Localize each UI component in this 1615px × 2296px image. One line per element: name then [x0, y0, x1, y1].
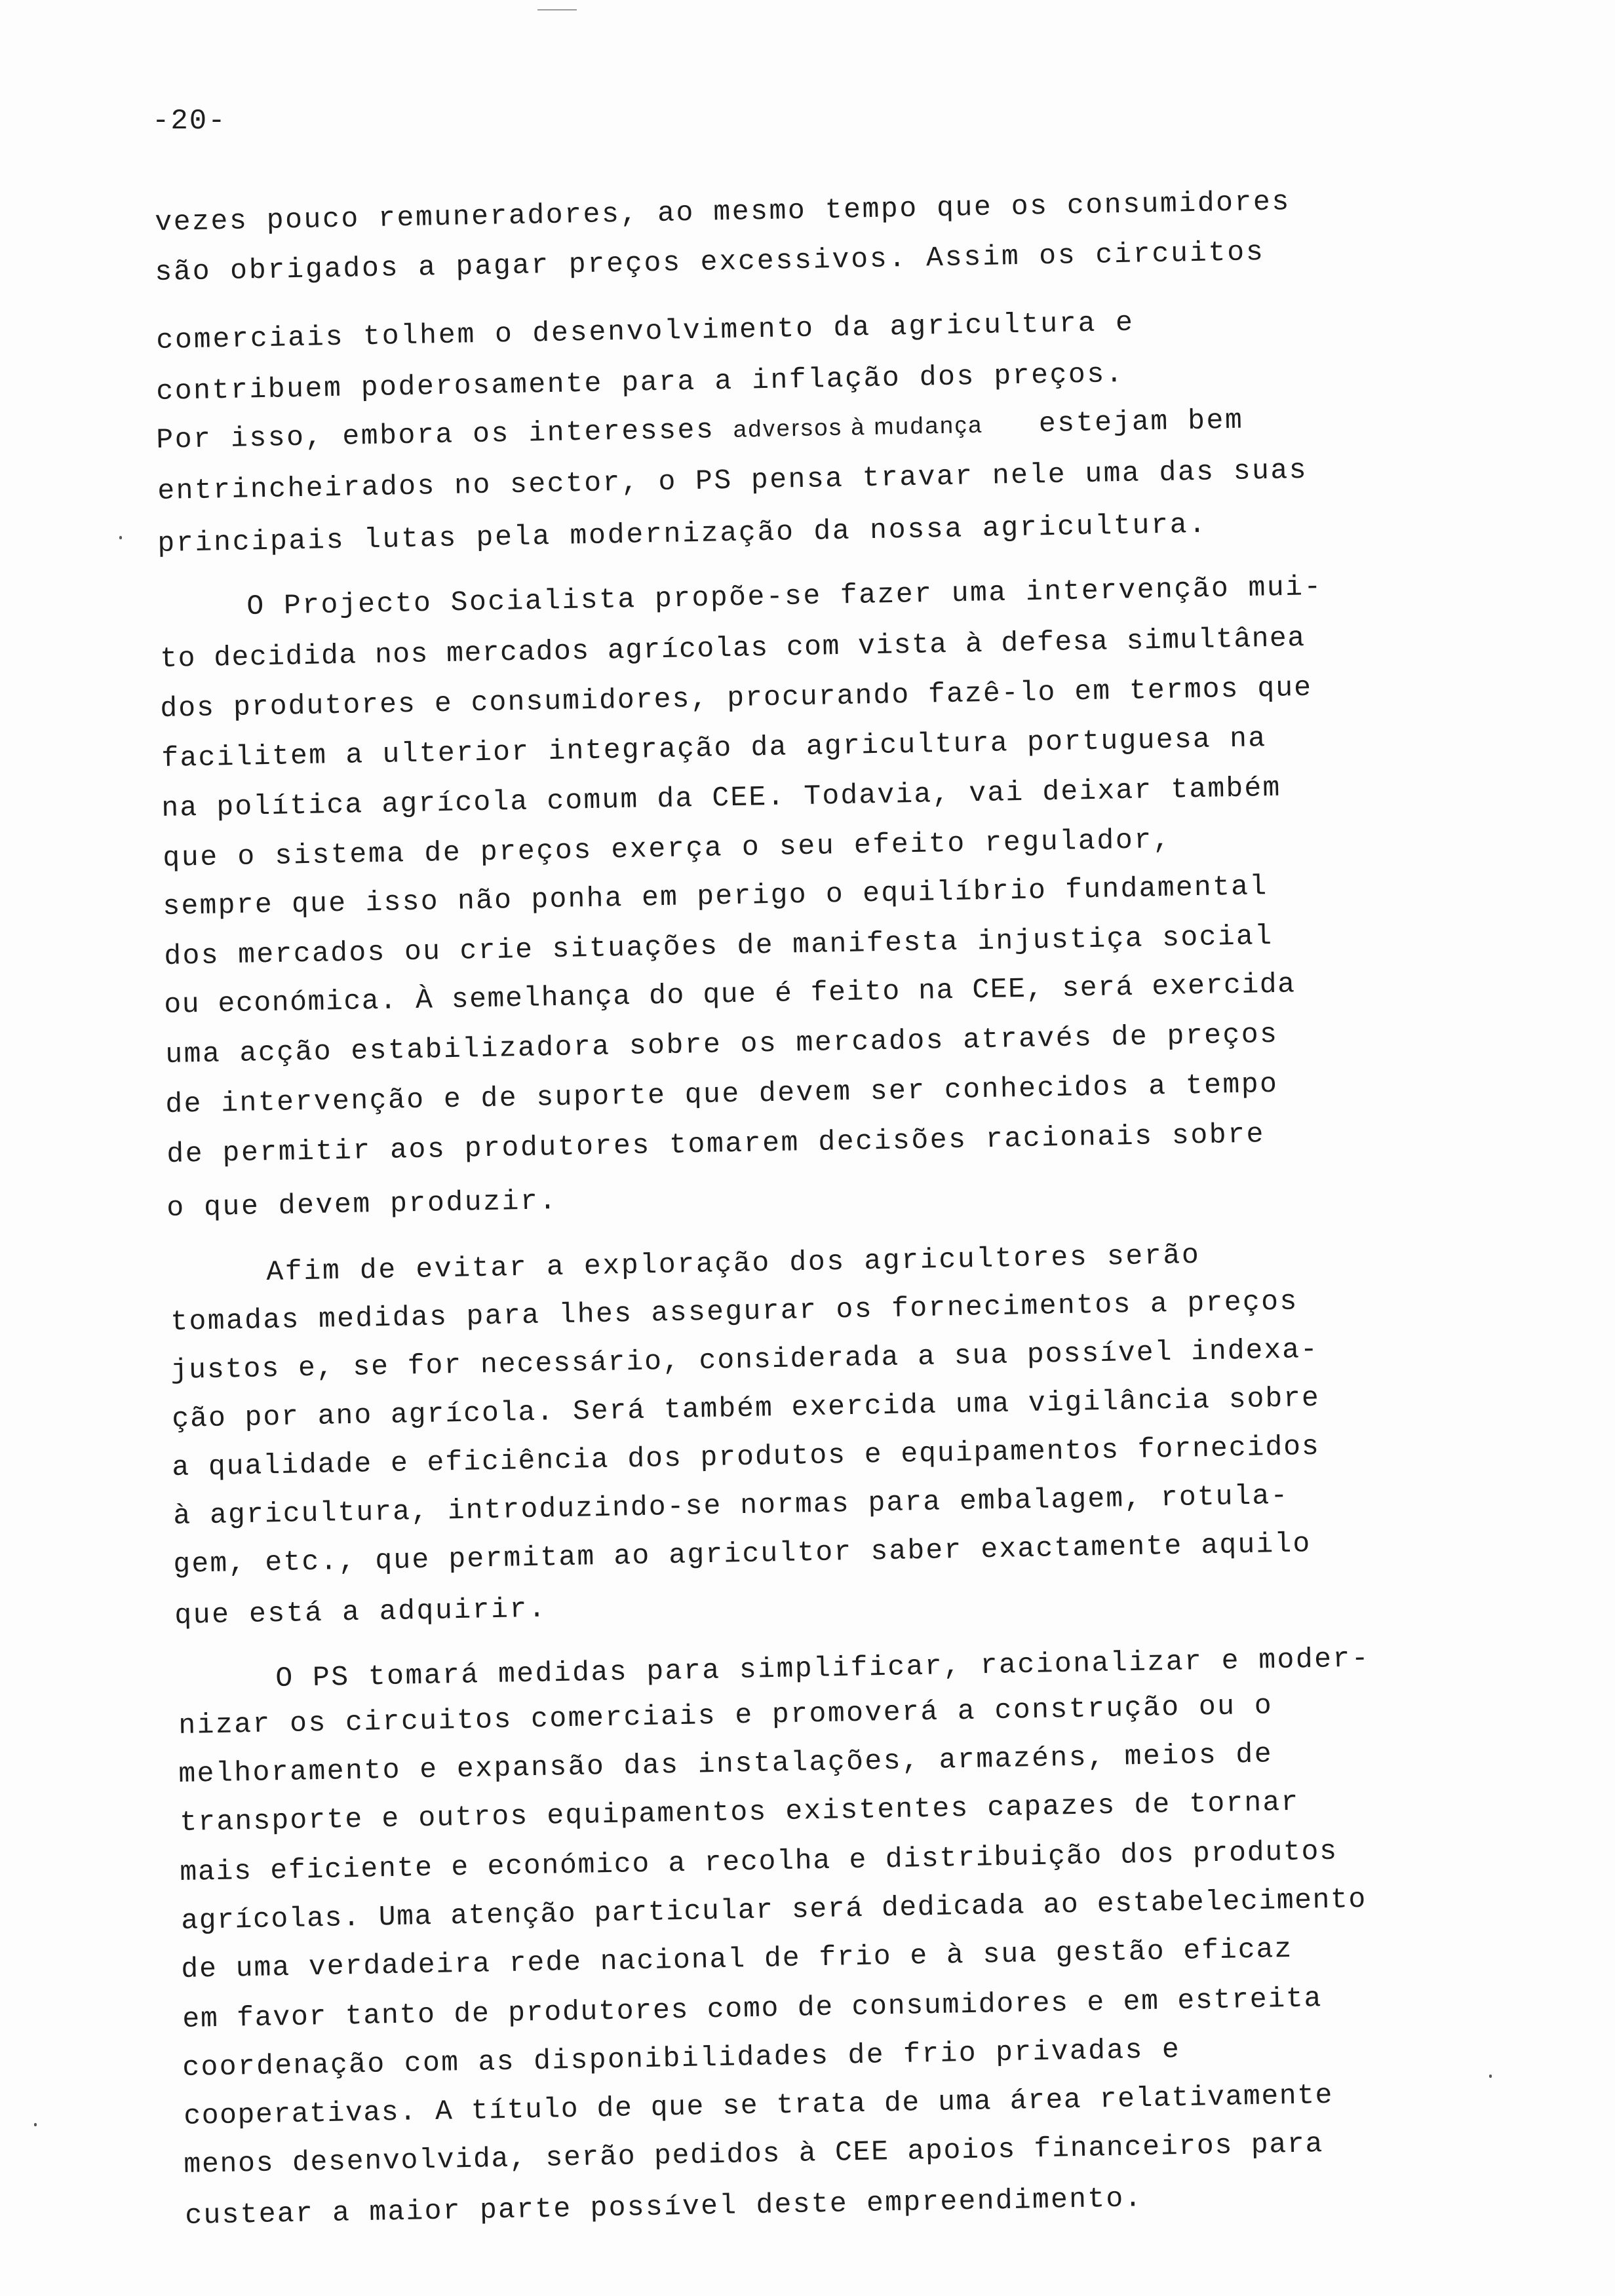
scan-speck — [1489, 2075, 1492, 2078]
text-line: tomadas medidas para lhes assegurar os fornecimentos a preços — [170, 1285, 1299, 1338]
scan-speck — [119, 536, 122, 539]
text-line: principais lutas pela modernização da nossa agricultura. — [157, 508, 1208, 560]
text-line-end: estejam bem — [1038, 404, 1244, 440]
page-number: -20- — [152, 105, 227, 138]
text-line: menos desenvolvida, serão pedidos à CEE apoios financeiros para — [183, 2128, 1324, 2181]
text-line: O Projecto Socialista propõe-se fazer uma intervenção mui- — [246, 570, 1323, 622]
text-line: custear a maior parte possível deste empreendimento. — [184, 2182, 1144, 2232]
text-line: dos mercados ou crie situações de manifesta injustiça social — [163, 919, 1274, 972]
text-line: O PS tomará medidas para simplificar, racionalizar e moder- — [275, 1642, 1371, 1694]
text-line: à agricultura, introduzindo-se normas para embalagem, rotula- — [172, 1479, 1289, 1532]
text-line: de intervenção e de suporte que devem ser conhecidos a tempo — [165, 1067, 1279, 1120]
text-line: a qualidade e eficiência dos produtos e equipamentos fornecidos — [171, 1430, 1321, 1483]
text-line: ou económica. À semelhança do que é feito na CEE, será exercida — [163, 968, 1296, 1021]
text-line: Afim de evitar a exploração dos agricultores serão — [265, 1238, 1201, 1288]
text-line: facilitem a ulterior integração da agricultura portuguesa na — [161, 722, 1267, 775]
text-line: de uma verdadeira rede nacional de frio e à sua gestão eficaz — [180, 1932, 1293, 1985]
text-line: justos e, se for necessário, considerada a sua possível indexa- — [170, 1333, 1319, 1387]
text-line: coordenação com as disponibilidades de frio privadas e — [182, 2033, 1181, 2084]
text-line: que o sistema de preços exerça o seu efeito regulador, — [162, 823, 1172, 874]
text-line: na política agrícola comum da CEE. Todavia, vai deixar também — [161, 771, 1281, 824]
text-line: transporte e outros equipamentos existentes capazes de tornar — [179, 1786, 1300, 1839]
scan-speck — [34, 2123, 37, 2126]
text-line: contribuem poderosamente para a inflação dos preços. — [155, 357, 1125, 408]
text-line-start: Por isso, embora os interesses — [155, 413, 715, 456]
top-rule — [537, 9, 577, 10]
text-line: cooperativas. A título de que se trata de uma área relativamente — [183, 2078, 1334, 2132]
text-line: sempre que isso não ponha em perigo o equilíbrio fundamental — [162, 870, 1268, 923]
text-line: gem, etc., que permitam ao agricultor saber exactamente aquilo — [172, 1527, 1312, 1580]
text-line: mais eficiente e económico a recolha e distribuição dos produtos — [179, 1835, 1338, 1888]
text-line: que está a adquirir. — [174, 1592, 547, 1632]
text-line: ção por ano agrícola. Será também exercida uma vigilância sobre — [171, 1381, 1321, 1435]
text-line: de permitir aos produtores tomarem decisões racionais sobre — [166, 1118, 1266, 1170]
text-line: uma acção estabilizadora sobre os mercados através de preços — [165, 1018, 1279, 1071]
text-line: vezes pouco remuneradores, ao mesmo tempo que os consumidores — [154, 185, 1291, 239]
handwritten-insert: adversos à mudança — [733, 410, 984, 442]
text-line: nizar os circuitos comerciais e promoverá a construção ou o — [178, 1689, 1274, 1742]
text-line: em favor tanto de produtores como de consumidores e em estreita — [182, 1982, 1323, 2035]
text-line: o que devem produzir. — [166, 1185, 558, 1224]
text-line: to decidida nos mercados agrícolas com vista à defesa simultânea — [159, 621, 1306, 675]
text-line: comerciais tolhem o desenvolvimento da agricultura e — [155, 306, 1135, 356]
text-line: melhoramento e expansão das instalações, armazéns, meios de — [178, 1738, 1274, 1790]
text-line: agrícolas. Uma atenção particular será dedicada ao estabelecimento — [180, 1883, 1367, 1937]
text-line: dos produtores e consumidores, procurando fazê-lo em termos que — [159, 671, 1313, 725]
text-line — [156, 406, 1244, 454]
text-line: são obrigados a pagar preços excessivos. Assim os circuitos — [154, 235, 1266, 288]
text-line: entrincheirados no sector, o PS pensa travar nele uma das suas — [157, 453, 1308, 507]
